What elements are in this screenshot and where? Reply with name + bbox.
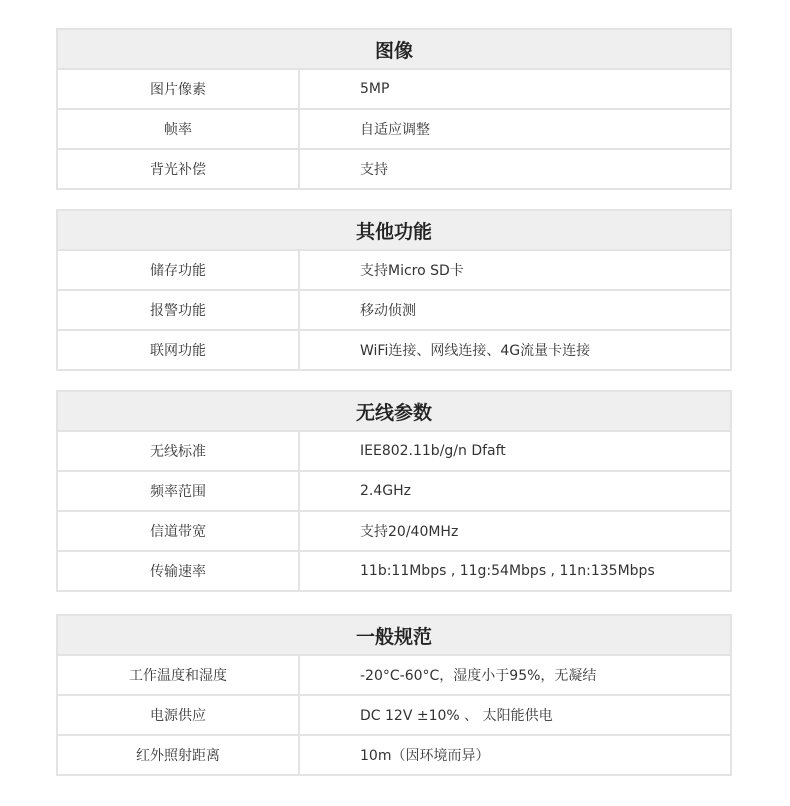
row-label: 报警功能 — [58, 291, 300, 329]
row-label: 工作温度和湿度 — [58, 656, 300, 694]
row-value: 支持 — [360, 162, 388, 178]
row-value: 5MP — [360, 81, 390, 97]
row-value: 支持Micro SD卡 — [360, 263, 464, 279]
table-row — [58, 331, 730, 369]
row-value: -20°C-60°C，湿度小于95%，无凝结 — [360, 668, 597, 684]
row-value: IEE802.11b/g/n Dfaft — [360, 443, 506, 459]
table-row — [58, 512, 730, 552]
spec-table-other-functions — [56, 209, 732, 371]
row-value: 自适应调整 — [360, 122, 430, 138]
row-label: 联网功能 — [58, 331, 300, 369]
row-value: 10m（因环境而异） — [360, 748, 490, 764]
table-row — [58, 432, 730, 472]
spec-table-image — [56, 28, 732, 190]
spec-table-wireless — [56, 390, 732, 592]
spec-table-general — [56, 614, 732, 776]
row-label: 储存功能 — [58, 251, 300, 289]
row-label: 无线标准 — [58, 432, 300, 470]
table-row — [58, 110, 730, 150]
table-row — [58, 472, 730, 512]
row-value: 11b:11Mbps , 11g:54Mbps , 11n:135Mbps — [360, 563, 655, 579]
table-row — [58, 696, 730, 736]
table-row — [58, 656, 730, 696]
section-title: 无线参数 — [58, 392, 730, 432]
row-label: 传输速率 — [58, 552, 300, 590]
row-label: 信道带宽 — [58, 512, 300, 550]
row-value: DC 12V ±10% 、 太阳能供电 — [360, 708, 553, 724]
row-value: 移动侦测 — [360, 303, 416, 319]
row-label: 频率范围 — [58, 472, 300, 510]
row-label: 背光补偿 — [58, 150, 300, 188]
section-title: 一般规范 — [58, 616, 730, 656]
section-title: 图像 — [58, 30, 730, 70]
row-label: 帧率 — [58, 110, 300, 148]
row-label: 电源供应 — [58, 696, 300, 734]
table-row — [58, 150, 730, 188]
table-row — [58, 552, 730, 590]
table-row — [58, 291, 730, 331]
section-title: 其他功能 — [58, 211, 730, 251]
row-label: 图片像素 — [58, 70, 300, 108]
row-value: 2.4GHz — [360, 483, 411, 499]
row-value: 支持20/40MHz — [360, 524, 459, 540]
row-value: WiFi连接、网线连接、4G流量卡连接 — [360, 343, 591, 359]
row-label: 红外照射距离 — [58, 736, 300, 774]
table-row — [58, 736, 730, 774]
table-row — [58, 70, 730, 110]
table-row — [58, 251, 730, 291]
